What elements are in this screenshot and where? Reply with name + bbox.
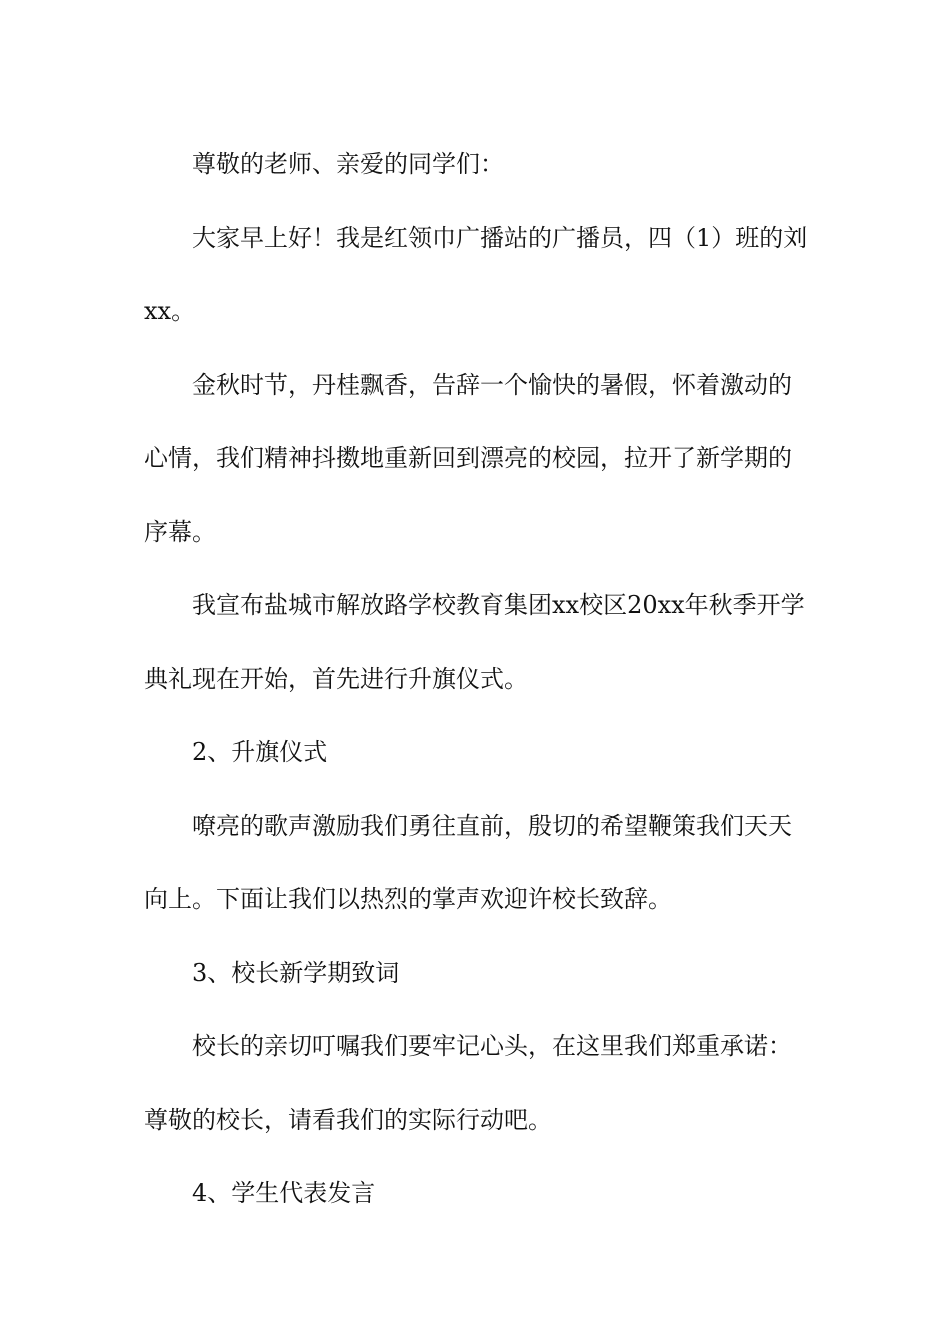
principal-speech-paragraph: 校长的亲切叮嘱我们要牢记心头，在这里我们郑重承诺：尊敬的校长，请看我们的实际行动吧。 [144,1032,792,1134]
document-body [144,128,808,1231]
section-heading-student-speech: 4、学生代表发言 [192,1179,376,1207]
greeting-paragraph: 尊敬的老师、亲爱的同学们： [192,150,504,178]
introduction-paragraph: 大家早上好！我是红领巾广播站的广播员，四（1）班的刘xx。 [144,223,808,325]
section-heading-principal-speech: 3、校长新学期致词 [192,958,400,987]
section-heading-flag-ceremony: 2、升旗仪式 [192,738,328,766]
opening-paragraph: 金秋时节，丹桂飘香，告辞一个愉快的暑假，怀着激动的心情，我们精神抖擞地重新回到漂亮的校园，拉开了新学期的序幕。 [144,370,792,546]
announcement-paragraph: 我宣布盐城市解放路学校教育集团xx校区20xx年秋季开学典礼现在开始，首先进行升旗仪式。 [144,591,805,693]
flag-ceremony-paragraph: 嘹亮的歌声激励我们勇往直前，殷切的希望鞭策我们天天向上。下面让我们以热烈的掌声欢迎许校长致辞。 [144,811,792,913]
